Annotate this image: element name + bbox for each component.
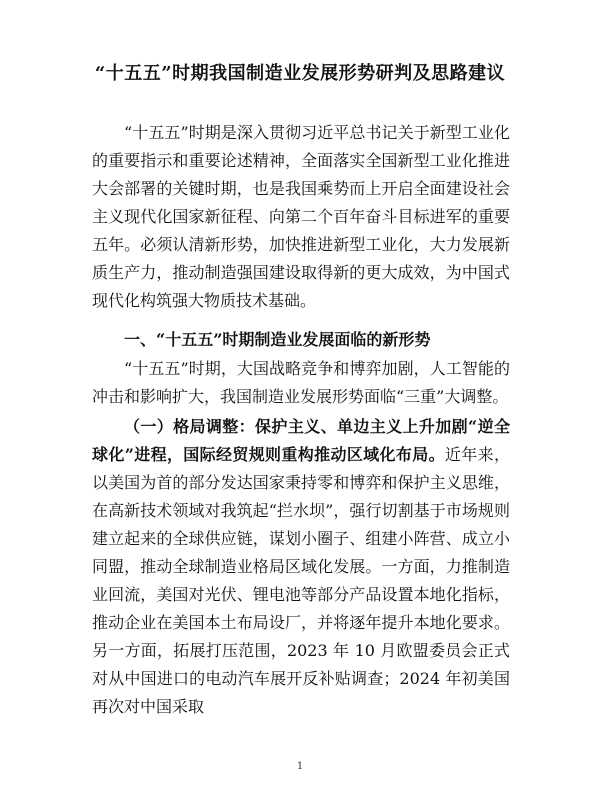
subsection-1-paragraph [92, 413, 510, 721]
section-heading-1: 一、“十五五”时期制造业发展面临的新形势 [124, 330, 431, 349]
subsection-1-body: 近年来，以美国为首的部分发达国家秉持零和博弈和保护主义思维，在高新技术领域对我筑起“拦水坝”，强行切割基于市场规则建立起来的全球供应链，谋划小圈子、组建小阵营、成立小同盟，推动全球制造业格局区域化发展。一方面，力推制造业回流，美国对光伏、锂电池等部分产品设置本地化指标，推动企业在美国本土布局设厂，并将逐年提升本地化要求。另一方面，拓展打压范围，2023 年 10 月欧盟委员会正式对从中国进口的电动汽车展开反补贴调查；2024 年初美国再次对中国采取 [92, 445, 510, 716]
page-number: 1 [296, 761, 304, 772]
document-title: “十五五”时期我国制造业发展形势研判及思路建议 [94, 63, 506, 84]
section-1-paragraph: “十五五”时期，大国战略竞争和博弈加剧，人工智能的冲击和影响扩大，我国制造业发展形势面临“三重”大调整。 [92, 359, 510, 406]
intro-paragraph: “十五五”时期是深入贯彻习近平总书记关于新型工业化的重要指示和重要论述精神，全面落实全国新型工业化推进大会部署的关键时期，也是我国乘势而上开启全面建设社会主义现代化国家新征程、向第二个百年奋斗目标进军的重要五年。必须认清新形势，加快推进新型工业化，大力发展新质生产力，推动制造强国建设取得新的更大成效，为中国式现代化构筑强大物质技术基础。 [92, 123, 510, 310]
subsection-heading-1: （一）格局调整：保护主义、单边主义上升加剧“逆全球化”进程，国际经贸规则重构推动区域化布局。 [92, 417, 510, 464]
